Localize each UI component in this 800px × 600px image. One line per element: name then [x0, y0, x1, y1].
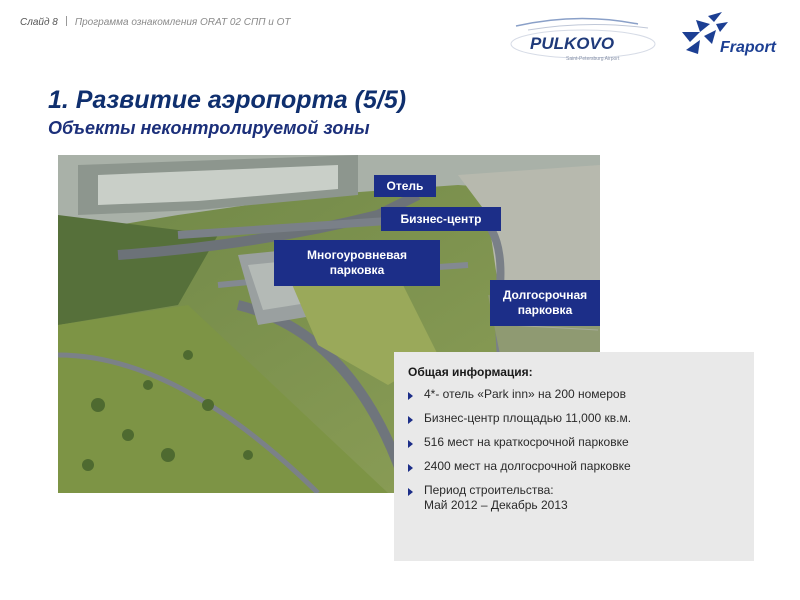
list-item-text: 516 мест на краткосрочной парковке — [424, 435, 629, 449]
page-subtitle: Объекты неконтролируемой зоны — [48, 118, 370, 138]
slide-number: Слайд 8 — [20, 17, 58, 28]
label-multilevel-parking — [274, 240, 440, 286]
label-business-center-text: Бизнес-центр — [400, 212, 482, 226]
program-name: Программа ознакомления ORAT 02 СПП и ОТ — [74, 17, 291, 28]
list-item-text: Бизнес-центр площадью 11,000 кв.м. — [424, 411, 632, 425]
label-multilevel-line1: Многоуровневая — [307, 248, 407, 262]
list-item — [408, 435, 748, 450]
list-item-text: 4*- отель «Park inn» на 200 номеров — [424, 387, 626, 401]
list-item-text: Период строительства: — [424, 483, 554, 497]
pulkovo-wordmark: PULKOVO — [530, 34, 615, 53]
pulkovo-tagline: Saint-Petersburg Airport — [566, 56, 620, 62]
bullet-icon — [408, 392, 413, 400]
bullet-icon — [408, 440, 413, 448]
page-title: 1. Развитие аэропорта (5/5) — [48, 86, 407, 114]
bullet-icon — [408, 464, 413, 472]
label-longterm-parking — [490, 280, 600, 326]
fraport-wordmark: Fraport — [720, 39, 776, 56]
label-longterm-line1: Долгосрочная — [502, 288, 588, 302]
fraport-logo — [678, 10, 790, 60]
list-item-text-line2: Май 2012 – Декабрь 2013 — [424, 498, 568, 512]
slide-header — [20, 16, 290, 28]
bullet-icon — [408, 488, 413, 496]
list-item — [408, 459, 748, 474]
list-item-text: 2400 мест на долгосрочной парковке — [424, 459, 631, 473]
list-item — [408, 411, 748, 426]
label-longterm-line2: парковка — [517, 303, 573, 317]
label-multilevel-line2: парковка — [329, 263, 385, 277]
label-hotel — [374, 175, 436, 197]
info-heading: Общая информация: — [408, 365, 533, 379]
header-divider — [66, 16, 67, 26]
info-list — [408, 387, 748, 522]
bullet-icon — [408, 416, 413, 424]
label-business-center — [381, 207, 501, 231]
pulkovo-logo — [508, 14, 658, 64]
general-info-panel — [394, 352, 754, 561]
list-item — [408, 483, 748, 513]
list-item — [408, 387, 748, 402]
label-hotel-text: Отель — [386, 179, 424, 193]
